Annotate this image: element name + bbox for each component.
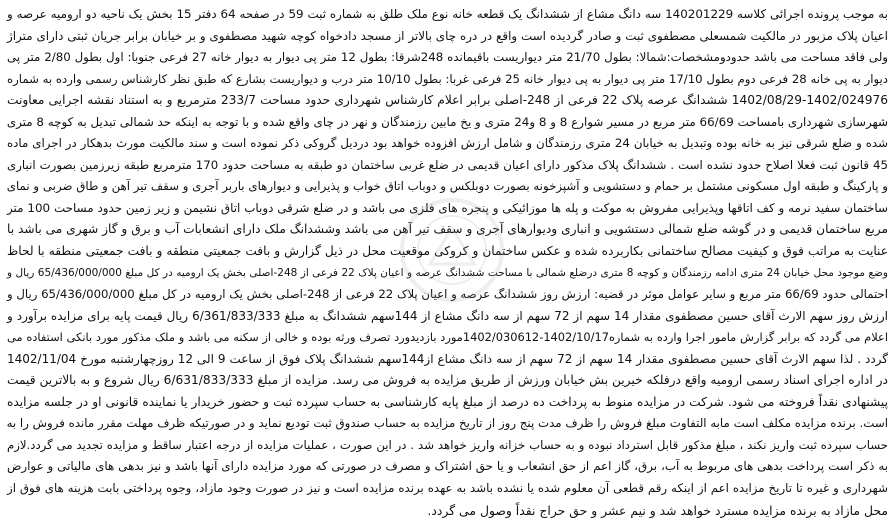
notice-line: به موجب پرونده اجرائی کلاسه 140201229 سه دانگ مشاع از ششدانگ یک قطعه خانه نوع ملک طلق به شماره ثبت 59 در صفحه 64 دفتر 15 بخش یک ناحیه دو ارومیه عرصه و [7, 7, 888, 21]
notice-line: محل مازاد به برنده مزایده مسترد خواهد شد و نیم عشر و حق حراج نقداً وصول می گردد. [427, 502, 888, 518]
notice-line: گردد . لذا سهم الارث آقای حسین مصطفوی مقدار 14 سهم از 72 سهم از سه دانگ مشاع از144سهم ششدانگ پلاک فوق از ساعت 9 الی 12 روزچهارشنبه مورخ 1402/11/04 [7, 351, 888, 366]
notice-line: ساختمان سفید نرمه و کف اتاقها وپذیرایی مفروش به موکت و پله ها موزائیکی و پنجره های فلزی می باشد و در ضلع شرقی دوباب اتاق نشیمن و زیر زمین حدود مساحت 100 متر [7, 200, 888, 215]
notice-line: و پارکینگ و طبقه اول مسکونی مشتمل بر حمام و دستشویی و آشپزخونه بصورت دوبلکس و دوباب اتاق خواب و پذیرایی و دیوارهای باربر آجری و سقف تیر آهن و طاق ضربی و نمای [6, 179, 888, 194]
notice-line: عنایت به مراتب فوق و کیفیت مصالح ساختمانی بکاربرده شده و عکس ساختمان و کروکی موقعیت محل در ذیل گزارش و بافت جمعیتی منطقه و بافت جمعیتی منطقه با لحاظ [7, 244, 888, 259]
notice-line: به ذکر است پرداخت بدهی های مربوط به آب، برق، گاز اعم از حق انشعاب و یا حق اشتراک و مصرف در صورتی که مورد مزایده دارای آنها باشد و نیز بدهی های مالیاتی و عوارض [7, 459, 888, 474]
notice-line: ارزش روز سهم الارث آقای حسین مصطفوی مقدار 14 سهم از 72 سهم از سه دانگ مشاع از 144سهم ششدانگ به مبلغ 6/361/833/333 ریال قیمت پایه برای مزایده برآورد و [7, 308, 889, 323]
notice-line: پیشنهادی نقداً فروخته می شود. شرکت در مزایده منوط به پرداخت ده درصد از مبلغ پایه کارشناسی به حساب سپرده ثبت و حضور خریدار یا نماینده قانونی او در جلسه مزایده [7, 394, 888, 409]
notice-line: حساب سپرده ثبت واریز نکند ، مبلغ مذکور قابل استرداد نبوده و به حساب خزانه واریز خواهد شد . در این صورت ، عملیات مزایده از درجه اعتبار ساقط و مزایده تجدید می گردد.لازم [7, 437, 888, 452]
notice-line: شهرداری و غیره تا تاریخ مزایده اعم از اینکه رقم قطعی آن معلوم شده یا نشده باشد به عهده برنده مزایده است و نیز در صورت وجود مازاد، وجوه پرداختی بابت هزینه های فوق از [7, 481, 888, 496]
notice-line: احتمالی حدود 66/69 متر مربع و سایر عوامل موثر در قضیه: ارزش روز ششدانگ عرصه و اعیان پلاک 22 فرعی از 248-اصلی بخش یک ارومیه در کل مبلغ 65/436/000/000 ریال و [7, 287, 888, 302]
notice-body [7, 4, 888, 521]
notice-line: شهرسازی شهرداری بامساحت 66/69 متر مربع در مسیر شوارع 8 و 8 و24 متری و یخ مابین رزمندگان و نهر در چای واقع شده و با توجه به اینکه حد شمالی تبدیل به کوچه 8 متری [6, 114, 888, 129]
notice-line: 1402/08/29-1402/024976 ششدانگ عرصه پلاک 22 فرعی از 248-اصلی برابر اعلام کارشناس شهرداری حدود مساحت 233/7 مترمربع و به استناد نقشه اجرایی معاونت [7, 93, 889, 108]
notice-line: اعیان پلاک مزبور در مالکیت شمسعلی مصطفوی ثبت و صادر گردیده است واقع در دره چای بالاتر از مسجد دادخواه کوچه شهید مصطفوی و بر خیابان برابر جریان ثبتی دارای متراژ [7, 28, 888, 43]
notice-line: دیوار به پی خانه 28 فرعی دوم بطول 17/10 متر پی دیوار به پی دیوار خانه 25 فرعی غربا: بطول 10/10 متر درب و دیواریست بشارع که طبق نظر کارشناس رسمی وارده به شماره [7, 71, 888, 86]
notice-line: اعلام می گردد که برابر گزارش مامور اجرا وارده به شماره1402/10/17-1402/030612مورد بازدیدورد تصرف ورثه بوده و خالی از سکنه می باشد و ملک مذکور مورد بانکی استفاده می [7, 330, 888, 345]
notice-line: ولی فاقد مساحت می باشد حدودومشخصات:شمالا: بطول 21/70 متر دیواریست باقیمانده 248شرقا: بطول 12 متر پی دیوار به دیوار خانه 27 فرعی جنوبا: اول بطول 2/80 متر پی [7, 50, 888, 65]
notice-line: وضع موجود محل خیابان 24 متری ادامه رزمندگان و کوچه 8 متری درضلع شمالی با مساحت ششدانگ عرصه و اعیان پلاک 22 فرعی از 248-اصلی بخش یک ارومیه در کل مبلغ 65/436/000/000 ریال و [7, 266, 888, 279]
notice-line: 45 قانون ثبت فعلا اصلاح حدود نشده است . ششدانگ پلاک مذکور دارای اعیان قدیمی در ضلع غربی ساختمان دو طبقه به مساحت حدود 170 مترمربع طبقه زیرزمین بصورت انباری [7, 157, 888, 172]
notice-line: مربع ساختمان قدیمی و در گوشه ضلع شمالی دستشویی و انباری ودیوارهای آجری و سقف تیر آهن می باشد وششدانگ ملک دارای انشعابات آب و برق و گاز شهری می باشد با [7, 222, 888, 237]
notice-line: است. برنده مزایده مکلف است مابه التفاوت مبلغ فروش را ظرف مدت پنج روز از تاریخ مزایده به حساب صندوق ثبت تودیع نماید و در صورتیکه ظرف مهلت مقرر مانده فروش را به [6, 416, 888, 431]
notice-line: در اداره اجرای اسناد رسمی ارومیه واقع درفلکه خیرین بش خیابان ورزش از طریق مزایده به فروش می رسد. مزایده از مبلغ 6/631/833/333 ریال شروع و به بالاترین قیمت [7, 373, 888, 388]
notice-line: شده و ضلع شرقی نیز به خانه بوده وتبدیل به خیابان 24 متری رزمندگان و شامل ارزش افزوده خواهد بود دردیل گروکی ذکر نموده است و سند مالکیت مورث بدهکار در اجرای ماده [7, 136, 888, 151]
